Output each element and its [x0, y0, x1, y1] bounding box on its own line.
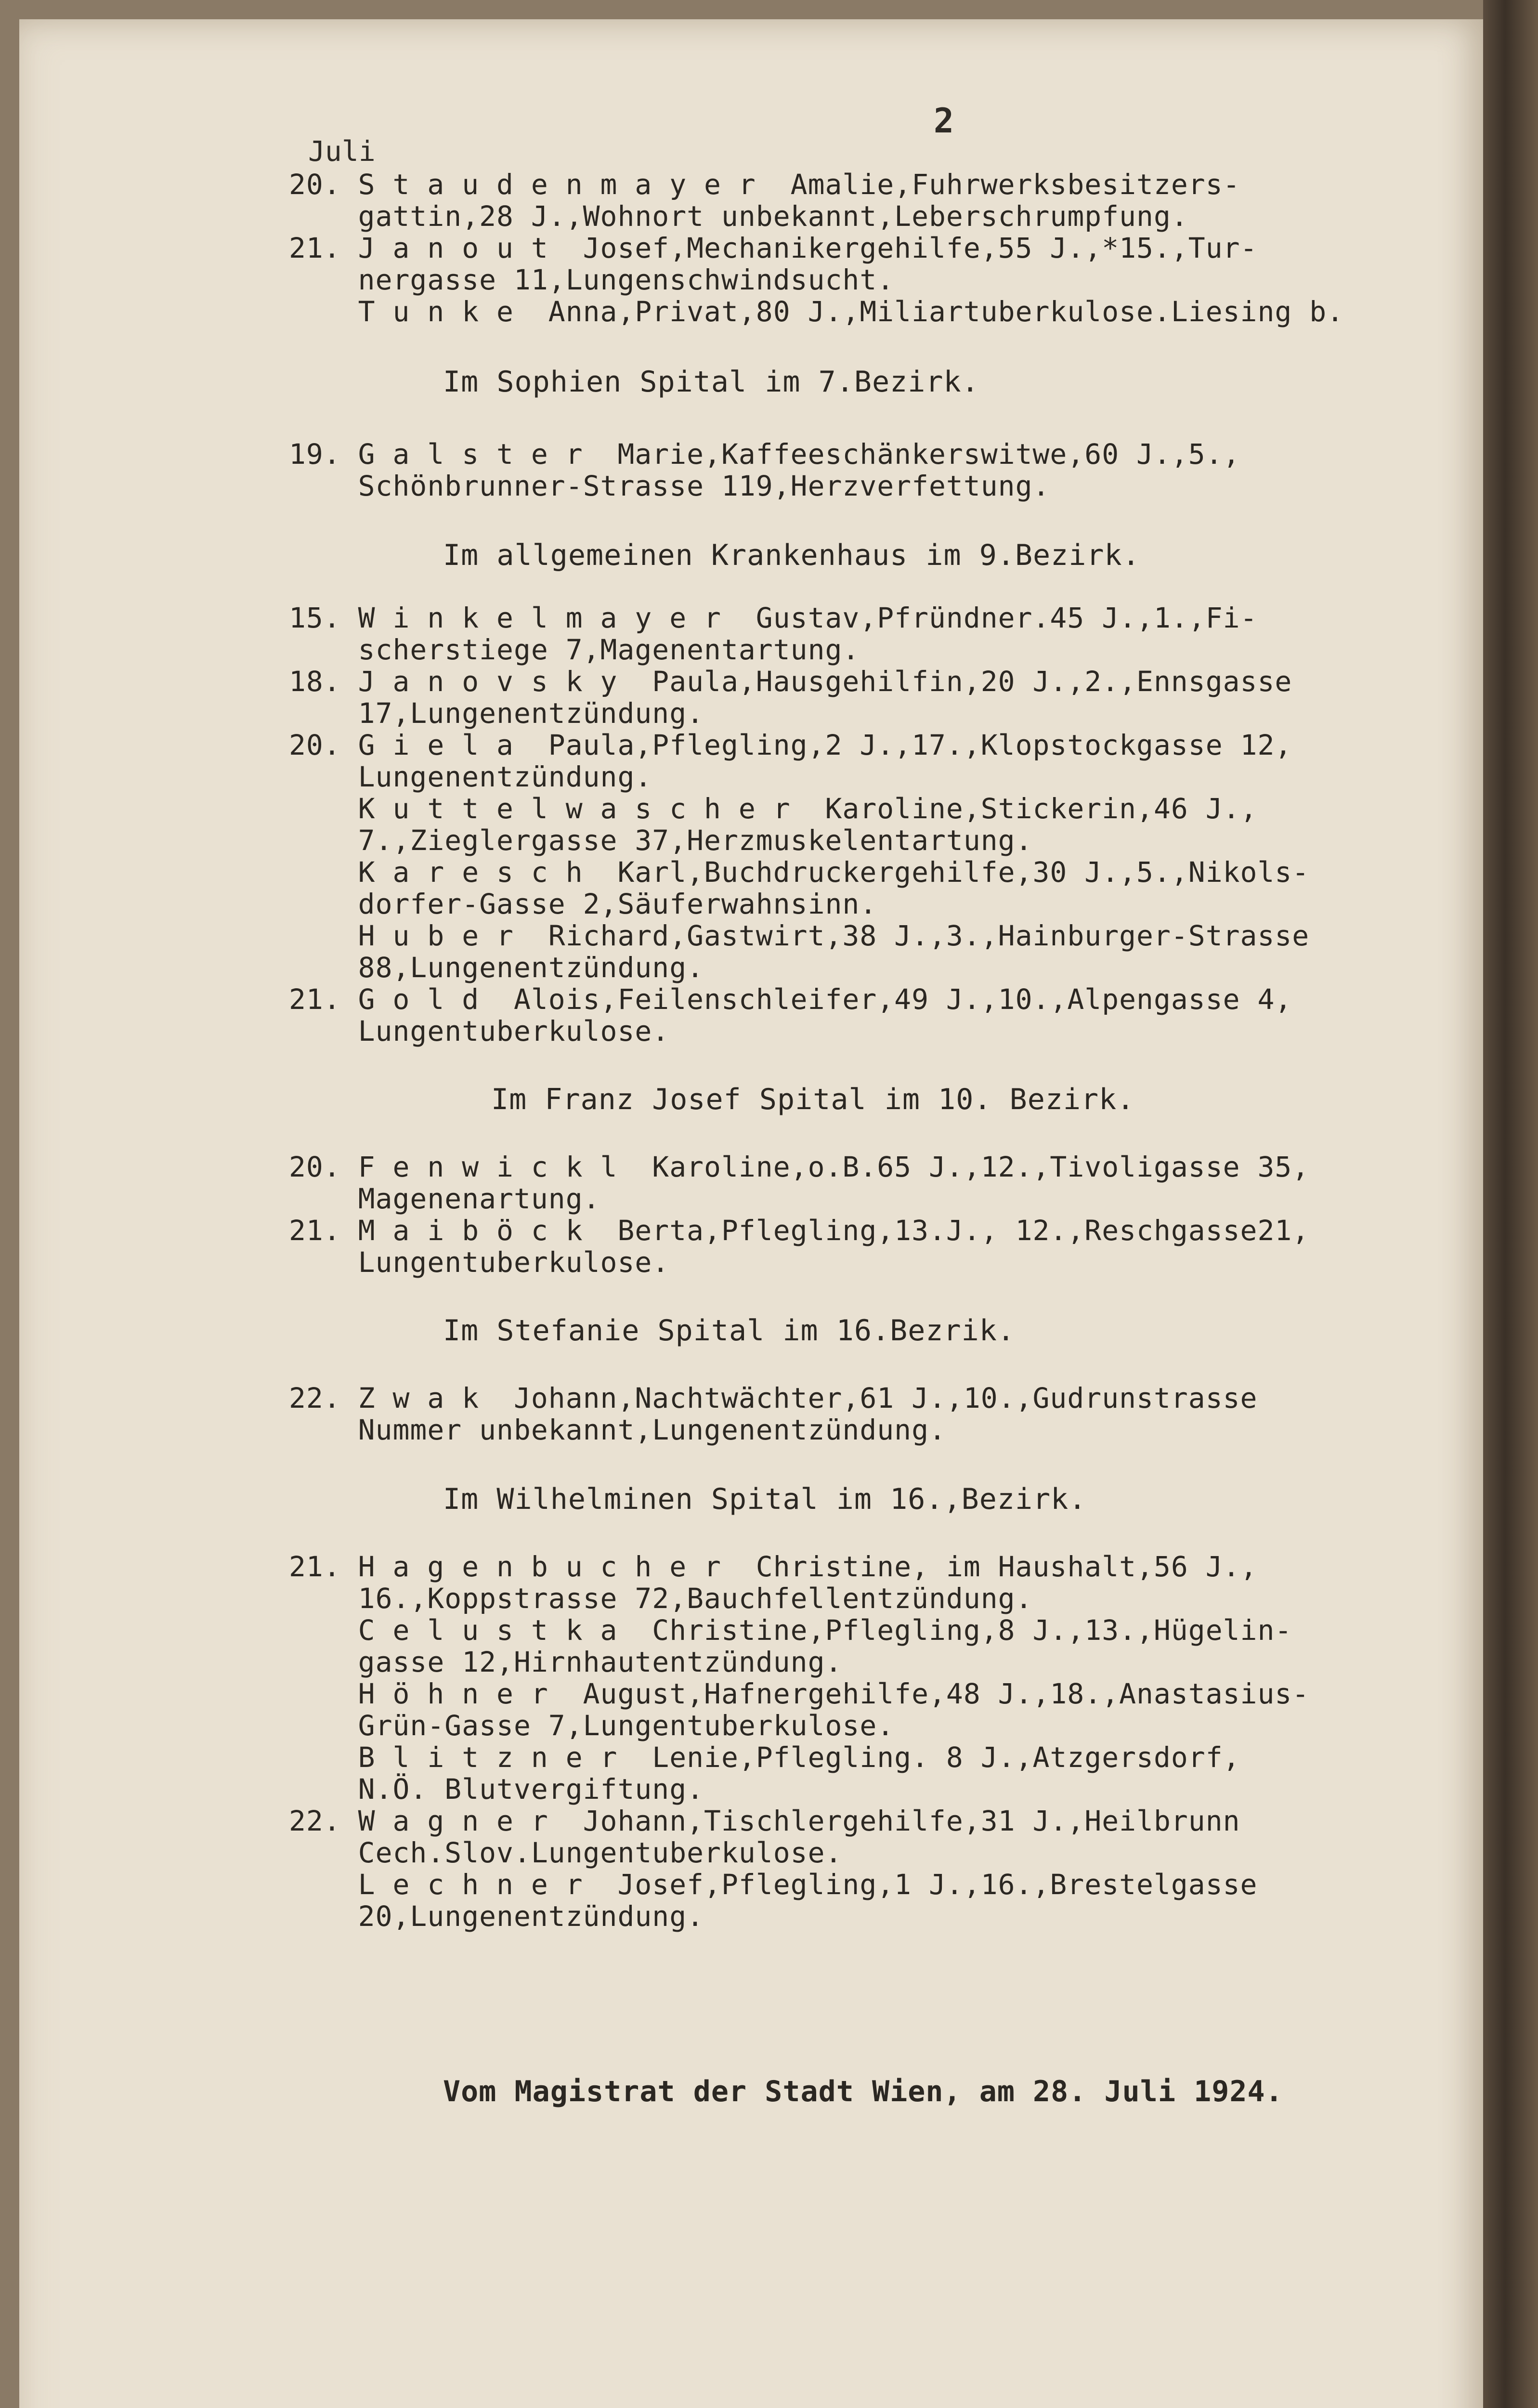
- register-line: scherstiege 7,Magenentartung.: [289, 633, 860, 666]
- register-line: 20. S t a u d e n m a y e r Amalie,Fuhrwerksbesitzers-: [289, 168, 1240, 201]
- section-heading: Im Franz Josef Spital im 10. Bezirk.: [491, 1083, 1135, 1116]
- register-line: Magenenartung.: [289, 1182, 600, 1215]
- register-line: 19. G a l s t e r Marie,Kaffeeschänkerswitwe,60 J.,5.,: [289, 438, 1240, 471]
- register-line: 20. G i e l a Paula,Pflegling,2 J.,17.,Klopstockgasse 12,: [289, 729, 1292, 761]
- register-line: Lungenentzündung.: [289, 760, 652, 793]
- register-line: 21. M a i b ö c k Berta,Pflegling,13.J., 12.,Reschgasse21,: [289, 1214, 1310, 1247]
- register-line: dorfer-Gasse 2,Säuferwahnsinn.: [289, 888, 877, 920]
- month-label: Juli: [308, 135, 376, 168]
- register-line: 88,Lungenentzündung.: [289, 951, 704, 984]
- document-page: [19, 19, 1483, 2408]
- register-line: B l i t z n e r Lenie,Pflegling. 8 J.,Atzgersdorf,: [289, 1741, 1240, 1774]
- register-line: 18. J a n o v s k y Paula,Hausgehilfin,20 J.,2.,Ennsgasse: [289, 665, 1292, 698]
- register-line: Schönbrunner-Strasse 119,Herzverfettung.: [289, 470, 1050, 502]
- register-line: K a r e s c h Karl,Buchdruckergehilfe,30 J.,5.,Nikols-: [289, 856, 1310, 889]
- register-line: 20. F e n w i c k l Karoline,o.B.65 J.,12.,Tivoligasse 35,: [289, 1151, 1310, 1183]
- death-register-list: [19, 19, 1483, 2408]
- closing-signature-line: Vom Magistrat der Stadt Wien, am 28. Juli 1924.: [443, 2075, 1283, 2108]
- register-line: 17,Lungenentzündung.: [289, 697, 704, 730]
- register-line: Grün-Gasse 7,Lungentuberkulose.: [289, 1709, 895, 1742]
- register-line: 15. W i n k e l m a y e r Gustav,Pfründner.45 J.,1.,Fi-: [289, 602, 1258, 634]
- register-line: L e c h n e r Josef,Pflegling,1 J.,16.,Brestelgasse: [289, 1868, 1258, 1901]
- section-heading: Im Wilhelminen Spital im 16.,Bezirk.: [443, 1482, 1087, 1516]
- register-line: Nummer unbekannt,Lungenentzündung.: [289, 1413, 946, 1446]
- section-heading: Im Stefanie Spital im 16.Bezrik.: [443, 1314, 1015, 1348]
- register-line: T u n k e Anna,Privat,80 J.,Miliartuberkulose.Liesing b.: [289, 295, 1344, 328]
- book-binding-edge: [1483, 0, 1538, 2408]
- register-line: 7.,Zieglergasse 37,Herzmuskelentartung.: [289, 824, 1033, 857]
- register-line: Cech.Slov.Lungentuberkulose.: [289, 1836, 843, 1869]
- page-number: 2: [933, 101, 954, 141]
- register-line: 20,Lungenentzündung.: [289, 1900, 704, 1933]
- section-heading: Im allgemeinen Krankenhaus im 9.Bezirk.: [443, 538, 1140, 572]
- section-heading: Im Sophien Spital im 7.Bezirk.: [443, 365, 979, 399]
- register-line: 21. J a n o u t Josef,Mechanikergehilfe,55 J.,*15.,Tur-: [289, 232, 1258, 264]
- register-line: K u t t e l w a s c h e r Karoline,Stickerin,46 J.,: [289, 792, 1258, 825]
- register-line: H u b e r Richard,Gastwirt,38 J.,3.,Hainburger-Strasse: [289, 919, 1310, 952]
- register-line: H ö h n e r August,Hafnergehilfe,48 J.,18.,Anastasius-: [289, 1677, 1310, 1710]
- register-line: nergasse 11,Lungenschwindsucht.: [289, 263, 895, 296]
- register-line: 22. Z w a k Johann,Nachtwächter,61 J.,10.,Gudrunstrasse: [289, 1382, 1258, 1414]
- register-line: 21. G o l d Alois,Feilenschleifer,49 J.,10.,Alpengasse 4,: [289, 983, 1292, 1016]
- register-line: Lungentuberkulose.: [289, 1246, 670, 1279]
- register-line: gasse 12,Hirnhautentzündung.: [289, 1646, 843, 1678]
- register-line: gattin,28 J.,Wohnort unbekannt,Leberschrumpfung.: [289, 200, 1188, 233]
- register-line: 16.,Koppstrasse 72,Bauchfellentzündung.: [289, 1582, 1033, 1615]
- register-line: N.Ö. Blutvergiftung.: [289, 1773, 704, 1806]
- register-line: Lungentuberkulose.: [289, 1015, 670, 1047]
- register-line: 22. W a g n e r Johann,Tischlergehilfe,31 J.,Heilbrunn: [289, 1805, 1240, 1837]
- register-line: 21. H a g e n b u c h e r Christine, im Haushalt,56 J.,: [289, 1550, 1258, 1583]
- register-line: C e l u s t k a Christine,Pflegling,8 J.,13.,Hügelin-: [289, 1614, 1292, 1647]
